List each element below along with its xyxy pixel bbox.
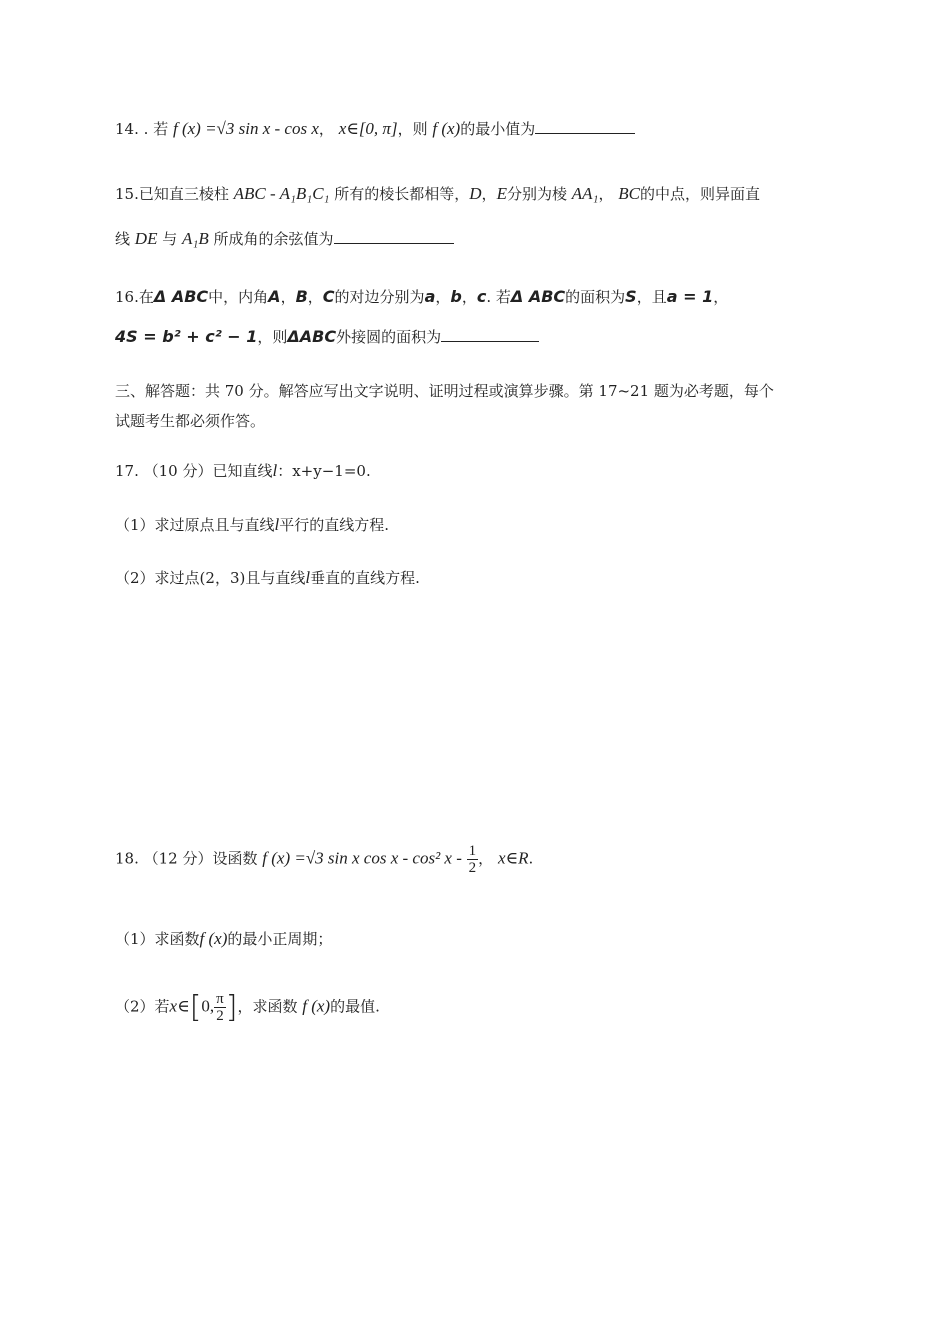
q15-answer-blank[interactable] xyxy=(334,229,454,244)
q16-text-3: 的对边分别为 xyxy=(334,288,425,306)
q18-part2-function: f (x) xyxy=(302,996,331,1016)
q15-prism: ABC - A₁B₁C₁ xyxy=(233,184,330,203)
question-14 xyxy=(115,118,950,139)
q18-part2-text-a: （2）若 xyxy=(115,997,170,1016)
q16-equation-1: a = 1 xyxy=(666,287,714,306)
right-bracket-icon: ] xyxy=(225,990,238,1025)
q16-equation-2: 4S = b² + c² − 1 xyxy=(115,327,258,346)
q15-line-a1b: A₁B xyxy=(182,229,209,248)
question-15-line-2 xyxy=(115,228,950,249)
q16-area-s: S xyxy=(625,287,637,306)
q18-interval-fraction xyxy=(214,991,226,1024)
question-18-part-2 xyxy=(115,990,950,1025)
q17-part2-text-b: 垂直的直线方程. xyxy=(310,569,420,587)
question-18-part-1 xyxy=(115,928,950,949)
q18-interval-start: 0, xyxy=(201,996,215,1016)
q16-comma-5: ， xyxy=(713,288,729,306)
question-16-line-2 xyxy=(115,326,950,347)
q16-comma-2: ， xyxy=(307,288,323,306)
q18-function: f (x) =√3 sin x cos x - cos² x - xyxy=(262,848,462,868)
q16-text-7: ，则 xyxy=(257,328,288,346)
q18-interval-denominator: 2 xyxy=(216,1008,224,1024)
q15-text-7: 所成角的余弦值为 xyxy=(213,230,334,248)
q18-part1-text-b: 的最小正周期； xyxy=(227,930,333,948)
q16-text-5: 的面积为 xyxy=(565,288,626,306)
q14-function: f (x) =√3 sin x - cos x xyxy=(172,119,319,138)
q15-edge-bc: BC xyxy=(618,184,640,203)
q14-domain: x∈[0, π] xyxy=(338,119,398,138)
question-18-stem xyxy=(115,843,950,876)
q17-part1-text-a: （1）求过原点且与直线 xyxy=(115,516,275,534)
q14-separator: ， xyxy=(318,120,334,138)
q18-part1-text-a: （1）求函数 xyxy=(115,930,200,948)
q16-side-c: c xyxy=(476,287,487,306)
q16-side-a: a xyxy=(424,287,436,306)
q17-head: 17. （10 分）已知直线 xyxy=(115,462,273,480)
q14-text-3: 的最小值为 xyxy=(460,120,536,138)
q14-answer-blank[interactable] xyxy=(535,119,635,134)
q15-edge-aa1: AA₁ xyxy=(571,184,599,203)
q14-text-2: ，则 xyxy=(397,120,428,138)
q16-text-8: 外接圆的面积为 xyxy=(336,328,442,346)
q16-text-1: 在 xyxy=(138,288,154,306)
q14-number: 14. . xyxy=(115,120,149,138)
q16-text-2: 中，内角 xyxy=(208,288,269,306)
q16-text-4: . 若 xyxy=(486,288,511,306)
q17-part2-text-a: （2）求过点(2，3)且与直线 xyxy=(115,569,306,587)
q18-fraction xyxy=(467,843,479,876)
q18-interval-numerator: π xyxy=(216,991,224,1007)
q16-comma-4: ， xyxy=(461,288,477,306)
q18-part1-function: f (x) xyxy=(199,929,228,948)
q16-angle-b: B xyxy=(295,287,308,306)
q15-line-de: DE xyxy=(134,229,158,248)
q17-line-l: l xyxy=(272,461,278,480)
left-bracket-icon: [ xyxy=(189,990,202,1025)
q17-equation: ：x+y−1=0. xyxy=(277,462,371,480)
q16-number: 16. xyxy=(115,288,139,306)
q14-function-ref: f (x) xyxy=(432,119,461,138)
section-3-instructions-2: 试题考生都必须作答。 xyxy=(115,412,266,430)
q16-comma-1: ， xyxy=(280,288,296,306)
q18-fraction-numerator: 1 xyxy=(468,843,477,859)
q18-fraction-denominator: 2 xyxy=(468,860,477,876)
question-17-part-2 xyxy=(115,567,950,588)
q15-separator: ， xyxy=(481,185,497,203)
q16-comma-3: ， xyxy=(435,288,451,306)
q16-side-b: b xyxy=(450,287,462,306)
q18-part2-text-c: 的最值. xyxy=(330,997,380,1016)
section-3-instructions-1: 三、解答题：共 70 分。解答应写出文字说明、证明过程或演算步骤。第 17~21 题为必考题，每个 xyxy=(115,382,774,400)
q16-triangle: Δ ABC xyxy=(153,287,209,306)
q15-text-1: 已知直三棱柱 xyxy=(138,185,229,203)
q17-part2-line-l: l xyxy=(305,568,311,587)
q15-text-3: 分别为棱 xyxy=(506,185,567,203)
q14-text-1: 若 xyxy=(153,120,169,138)
q15-separator-2: ， xyxy=(598,185,614,203)
q18-head: 18. （12 分）设函数 xyxy=(115,849,258,868)
q17-part1-line-l: l xyxy=(274,515,280,534)
q18-period: . xyxy=(528,849,534,868)
q15-number: 15. xyxy=(115,185,139,203)
q16-angle-a: A xyxy=(268,287,281,306)
question-17-stem xyxy=(115,460,950,481)
q16-text-6: ，且 xyxy=(636,288,667,306)
q15-text-5: 线 xyxy=(115,230,131,248)
q18-part2-text-b: ，求函数 xyxy=(237,997,298,1016)
question-16-line-1 xyxy=(115,286,950,307)
q16-triangle-2: Δ ABC xyxy=(510,287,566,306)
q18-domain: x∈R xyxy=(497,848,529,868)
q15-text-2: 所有的棱长都相等， xyxy=(334,185,470,203)
q18-part2-x: x∈ xyxy=(169,996,190,1016)
q16-triangle-3: ΔABC xyxy=(287,327,337,346)
q15-point-e: E xyxy=(496,184,507,203)
question-15-line-1 xyxy=(115,183,950,204)
q15-text-6: 与 xyxy=(162,230,178,248)
q15-point-d: D xyxy=(469,184,482,203)
q17-part1-text-b: 平行的直线方程. xyxy=(279,516,390,534)
q15-text-4: 的中点，则异面直 xyxy=(639,185,760,203)
q16-angle-c: C xyxy=(322,287,335,306)
q16-answer-blank[interactable] xyxy=(441,327,539,342)
q18-separator: ， xyxy=(478,849,494,868)
question-17-part-1 xyxy=(115,514,950,535)
